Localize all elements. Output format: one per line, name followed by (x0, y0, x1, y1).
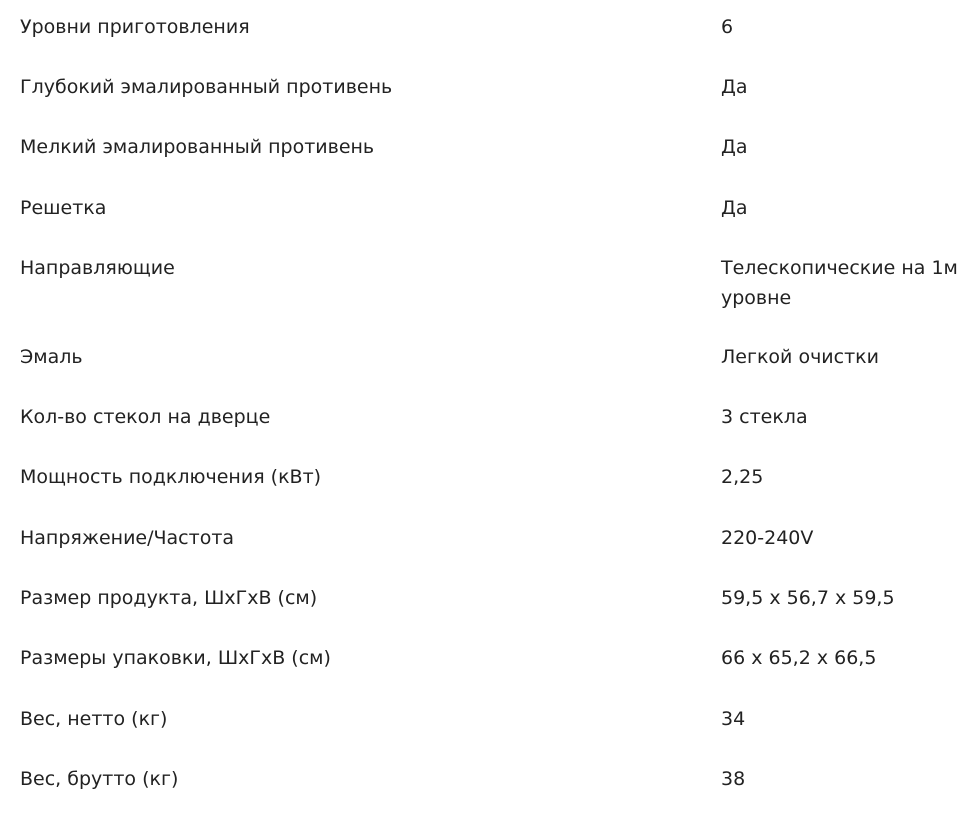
spec-value: 38 (721, 768, 746, 790)
spec-label: Размер продукта, ШхГхВ (см) (20, 587, 318, 609)
spec-label: Вес, нетто (кг) (20, 708, 168, 730)
spec-value: Да (721, 76, 748, 98)
spec-value: 6 (721, 16, 734, 38)
spec-label: Кол-во стекол на дверце (20, 406, 271, 428)
spec-label: Уровни приготовления (20, 16, 250, 38)
spec-value: 66 x 65,2 x 66,5 (721, 647, 877, 669)
spec-label: Решетка (20, 197, 107, 219)
spec-label: Глубокий эмалированный противень (20, 76, 393, 98)
spec-value: Да (721, 197, 748, 219)
spec-label: Мощность подключения (кВт) (20, 466, 322, 488)
spec-value: 2,25 (721, 466, 764, 488)
spec-value: 34 (721, 708, 746, 730)
spec-label: Напряжение/Частота (20, 527, 235, 549)
spec-label: Направляющие (20, 257, 175, 279)
spec-value: 59,5 x 56,7 x 59,5 (721, 587, 895, 609)
spec-label: Мелкий эмалированный противень (20, 136, 375, 158)
spec-label: Размеры упаковки, ШхГхВ (см) (20, 647, 331, 669)
spec-value: Телескопические на 1м уровне (721, 257, 958, 309)
spec-value: 220-240V (721, 527, 814, 549)
spec-label: Эмаль (20, 346, 83, 368)
spec-label: Вес, брутто (кг) (20, 768, 179, 790)
spec-value: Да (721, 136, 748, 158)
spec-value: Легкой очистки (721, 346, 879, 368)
spec-value: 3 стекла (721, 406, 808, 428)
